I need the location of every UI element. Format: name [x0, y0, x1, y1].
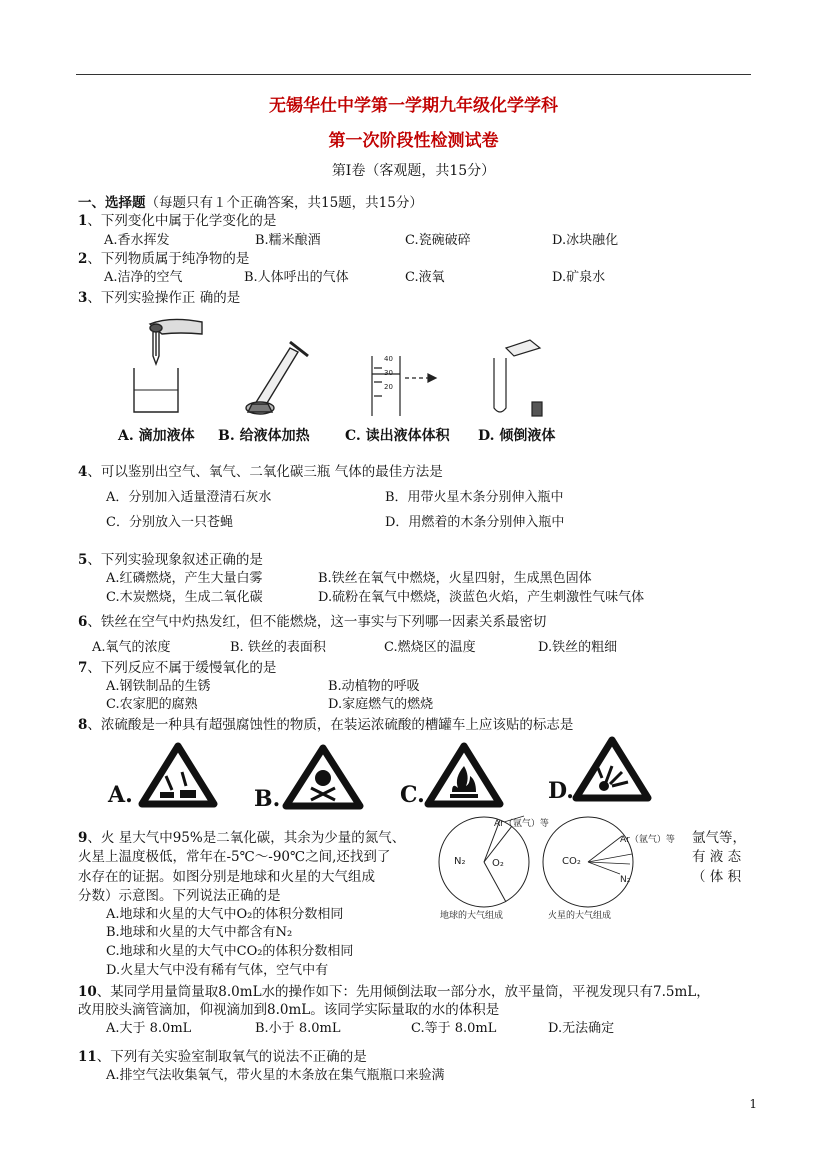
question-8 [78, 713, 573, 733]
question-10 [78, 980, 710, 1000]
q9-line-4: 分数）示意图。下列说法正确的是 [78, 888, 281, 904]
q7-option-d: D.家庭燃气的燃烧 [328, 697, 434, 712]
question-number: 4 [78, 464, 88, 480]
question-5 [78, 548, 263, 568]
mars-co2-label: CO₂ [562, 856, 581, 867]
question-stem: 、可以鉴别出空气、氧气、二氧化碳三瓶 气体的最佳方法是 [87, 464, 443, 480]
q7-option-a: A.钢铁制品的生锈 [106, 679, 211, 694]
q10-option-a: A.大于 8.0mL [106, 1021, 192, 1036]
question-stem: 、下列实验操作正 确的是 [87, 290, 241, 306]
pouring-liquid-illustration [494, 340, 542, 416]
q4-option-a: A．分别加入适量澄清石灰水 [106, 490, 272, 505]
q3-option-d: D. 倾倒液体 [478, 428, 556, 444]
question-stem: 、下列实验现象叙述正确的是 [87, 552, 263, 568]
q3-option-a: A. 滴加液体 [118, 428, 195, 444]
earth-n2-label: N₂ [454, 856, 466, 867]
question-number: 10 [78, 984, 97, 1000]
question-number: 5 [78, 552, 88, 568]
question-number: 6 [78, 614, 88, 630]
question-stem: 、下列反应不属于缓慢氧化的是 [87, 660, 277, 676]
section-label: 一、选择题 [78, 195, 146, 211]
earth-ar-label: Ar（氩气）等 [494, 819, 549, 829]
question-stem: 、下列物质属于纯净物的是 [87, 251, 250, 267]
svg-text:20: 20 [384, 383, 393, 391]
question-stem: 、铁丝在空气中灼热发红，但不能燃烧，这一事实与下列哪一因素关系最密切 [87, 614, 547, 630]
earth-o2-label: O₂ [492, 858, 504, 869]
q6-option-b: B. 铁丝的表面积 [230, 640, 326, 655]
question-stem: 、下列变化中属于化学变化的是 [87, 213, 277, 229]
question-number: 1 [78, 213, 88, 229]
page-number: 1 [749, 1097, 757, 1111]
q3-option-c: C. 读出液体体积 [345, 428, 450, 444]
header-rule [76, 74, 751, 75]
part-heading: 第Ⅰ卷（客观题，共15分） [331, 163, 496, 179]
q4-option-d: D．用燃着的木条分别伸入瓶中 [385, 515, 565, 530]
q10-option-b: B.小于 8.0mL [255, 1021, 341, 1036]
q9-line-3-right: （ 体 积 [692, 869, 742, 885]
graduated-cylinder-illustration [372, 355, 436, 416]
q8-option-a: A. [108, 782, 133, 808]
question-stem: 、某同学用量筒量取8.0mL水的操作如下：先用倾倒法取一部分水，放平量筒，平视发现只有7.5mL， [96, 984, 710, 1000]
earth-caption: 地球的大气组成 [440, 911, 504, 921]
page-title: 无锡华仕中学第一学期九年级化学学科 [269, 96, 558, 116]
q9-line-2: 火星上温度极低，常年在-5℃～-90℃之间,还找到了 [78, 849, 391, 865]
q1-option-d: D.冰块融化 [552, 233, 619, 248]
earth-atmosphere-pie [439, 816, 549, 921]
explosive-sign-icon [572, 736, 652, 802]
q7-option-b: B.动植物的呼吸 [328, 679, 420, 694]
q9-line-2-right: 有 液 态 [692, 849, 742, 865]
q10-option-c: C.等于 8.0mL [411, 1021, 497, 1036]
q10-line-2: 改用胶头滴管滴加，仰视滴加到8.0mL。该同学实际量取的水的体积是 [78, 1002, 500, 1018]
q9-option-b: B.地球和火星的大气中都含有N₂ [106, 925, 293, 940]
q1-option-a: A.香水挥发 [104, 233, 170, 248]
question-number: 8 [78, 717, 88, 733]
q8-option-c: C. [400, 782, 425, 808]
question-11 [78, 1045, 367, 1065]
mars-ar-label: Ar（氩气）等 [620, 835, 675, 845]
heating-tube-illustration [246, 342, 308, 414]
dropper-beaker-illustration [134, 319, 202, 412]
question-1 [78, 209, 276, 229]
question-stem: 、浓硫酸是一种具有超强腐蚀性的物质，在装运浓硫酸的槽罐车上应该贴的标志是 [87, 717, 574, 733]
q5-option-a: A.红磷燃烧，产生大量白雾 [106, 571, 263, 586]
q8-option-b: B. [254, 786, 281, 812]
q6-option-a: A.氧气的浓度 [92, 640, 171, 655]
q5-option-b: B.铁丝在氧气中燃烧，火星四射，生成黑色固体 [318, 571, 592, 586]
mars-atmosphere-pie [543, 817, 675, 921]
q5-option-c: C.木炭燃烧，生成二氧化碳 [106, 590, 263, 605]
q9-option-c: C.地球和火星的大气中CO₂的体积分数相同 [106, 944, 354, 959]
corrosive-sign-icon [138, 742, 218, 808]
question-number: 7 [78, 660, 88, 676]
question-2 [78, 247, 249, 267]
q9-line-1-right: 氩气等， [692, 830, 746, 846]
svg-text:30: 30 [384, 369, 393, 377]
q1-option-c: C.瓷碗破碎 [405, 233, 471, 248]
section-note: （每题只有１个正确答案，共15题，共15分） [145, 195, 423, 211]
toxic-sign-icon [282, 744, 364, 810]
question-9 [78, 826, 405, 846]
question-stem: 、下列有关实验室制取氧气的说法不正确的是 [96, 1049, 367, 1065]
svg-text:40: 40 [384, 355, 393, 363]
lab-operations-figure [110, 312, 570, 422]
q8-option-d: D. [548, 778, 574, 804]
q7-option-c: C.农家肥的腐熟 [106, 697, 198, 712]
q6-option-c: C.燃烧区的温度 [384, 640, 476, 655]
q4-option-b: B．用带火星木条分别伸入瓶中 [385, 490, 564, 505]
atmosphere-composition-figure [432, 812, 692, 922]
question-4 [78, 460, 443, 480]
mars-caption: 火星的大气组成 [548, 911, 612, 921]
mars-n2-label: N₂ [620, 875, 631, 885]
q10-option-d: D.无法确定 [548, 1021, 615, 1036]
q3-option-b: B. 给液体加热 [218, 428, 310, 444]
q1-option-b: B.糯米酿酒 [255, 233, 321, 248]
q2-option-b: B.人体呼出的气体 [244, 270, 349, 285]
q4-option-c: C．分别放入一只苍蝇 [106, 515, 233, 530]
q2-option-d: D.矿泉水 [552, 270, 606, 285]
q9-option-a: A.地球和火星的大气中O₂的体积分数相同 [106, 907, 344, 922]
question-number: 2 [78, 251, 88, 267]
page-subtitle: 第一次阶段性检测试卷 [328, 131, 499, 151]
q2-option-c: C.液氧 [405, 270, 445, 285]
q9-option-d: D.火星大气中没有稀有气体，空气中有 [106, 963, 329, 978]
section-heading [78, 191, 423, 211]
question-6 [78, 610, 546, 630]
question-number: 3 [78, 290, 88, 306]
question-stem: 、火 星大气中95%是二氧化碳，其余为少量的氮气、 [87, 830, 406, 846]
q9-line-3: 水存在的证据。如图分别是地球和火星的大气组成 [78, 869, 375, 885]
q2-option-a: A.洁净的空气 [104, 270, 183, 285]
q5-option-d: D.硫粉在氧气中燃烧，淡蓝色火焰，产生刺激性气味气体 [318, 590, 645, 605]
question-number: 9 [78, 830, 88, 846]
flammable-sign-icon [424, 742, 504, 808]
question-3 [78, 286, 240, 306]
question-7 [78, 656, 276, 676]
question-number: 11 [78, 1049, 97, 1065]
q6-option-d: D.铁丝的粗细 [538, 640, 618, 655]
q11-option-a: A.排空气法收集氧气，带火星的木条放在集气瓶瓶口来验满 [106, 1068, 445, 1083]
